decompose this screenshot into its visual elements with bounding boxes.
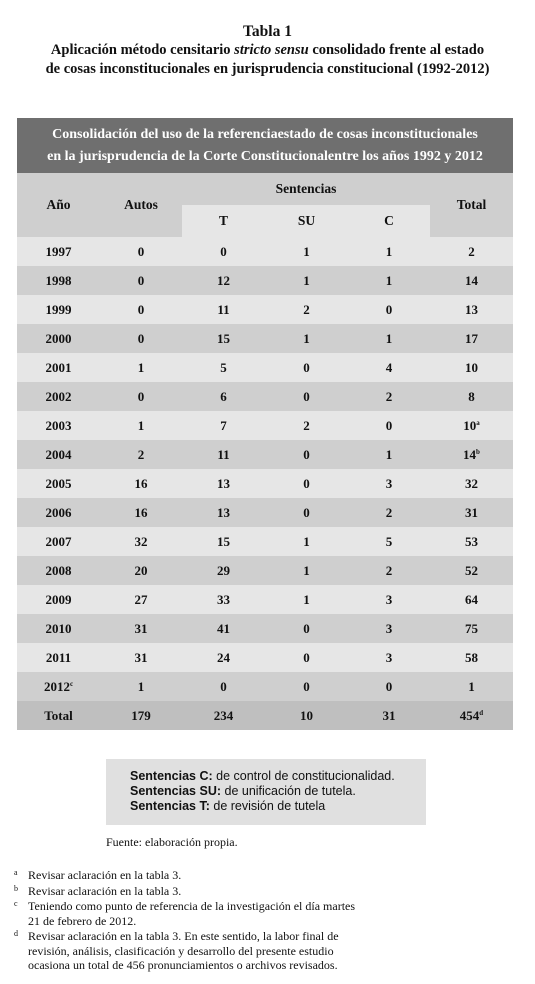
cell-c: 4 — [385, 359, 393, 375]
header-c: C — [348, 205, 430, 237]
cell-t: 15 — [217, 330, 230, 346]
cell-autos: 1 — [137, 417, 145, 433]
cell-su: 0 — [303, 359, 310, 375]
legend-item: Sentencias SU: de unificación de tutela. — [130, 784, 356, 798]
cell-su: 0 — [303, 475, 310, 491]
cell-t: 24 — [217, 649, 230, 665]
header-su: SU — [265, 205, 348, 237]
legend-item: Sentencias C: de control de constitucionalidad. — [130, 769, 395, 783]
cell-year: 1998 — [45, 272, 72, 288]
legend-item: Sentencias T: de revisión de tutela — [130, 799, 326, 813]
table-row — [17, 324, 513, 353]
cell-autos: 0 — [137, 330, 145, 346]
cell-c: 2 — [385, 504, 393, 520]
cell-su: 1 — [303, 272, 310, 288]
cell-su: 0 — [303, 620, 310, 636]
cell-year: 2001 — [45, 359, 72, 375]
table-row — [17, 556, 513, 585]
footnote: c Teniendo como punto de referencia de la investigación el día martes 21 de febrero de 2012. — [14, 899, 356, 928]
total-autos: 179 — [131, 707, 151, 723]
cell-autos: 16 — [134, 475, 148, 491]
cell-su: 2 — [303, 301, 310, 317]
table-banner: Consolidación del uso de la referenciaestado de cosas inconstitucionales en la jurisprudencia de la Corte Constitucionalentre los años 1992 y 2012 — [17, 118, 513, 173]
table-row — [17, 498, 513, 527]
cell-autos: 20 — [134, 562, 148, 578]
total-total: 454$^d$ — [459, 707, 484, 723]
cell-c: 3 — [385, 649, 393, 665]
cell-c: 1 — [385, 330, 393, 346]
table-row — [17, 585, 513, 614]
table-row — [17, 643, 513, 672]
footnotes — [14, 868, 366, 974]
table-row — [17, 614, 513, 643]
cell-su: 1 — [303, 330, 310, 346]
cell-t: 13 — [217, 475, 230, 491]
cell-su: 2 — [303, 417, 310, 433]
header-total: Total — [456, 197, 487, 212]
cell-su: 1 — [303, 591, 310, 607]
cell-autos: 31 — [134, 649, 148, 665]
table-row — [17, 672, 513, 701]
cell-year: 1999 — [45, 301, 72, 317]
cell-su: 0 — [303, 446, 310, 462]
cell-total: 64 — [465, 591, 478, 607]
cell-c: 1 — [385, 243, 393, 259]
cell-total: 1 — [468, 678, 475, 694]
cell-t: 29 — [217, 562, 230, 578]
cell-year: 1997 — [45, 243, 72, 259]
cell-t: 0 — [220, 678, 227, 694]
cell-autos: 0 — [137, 301, 145, 317]
table-title: Tabla 1 — [243, 23, 292, 40]
table-row — [17, 469, 513, 498]
cell-total: 10 — [465, 359, 478, 375]
cell-autos: 32 — [134, 533, 148, 549]
table-row — [17, 266, 513, 295]
cell-su: 0 — [303, 678, 310, 694]
table-row — [17, 527, 513, 556]
cell-year: 2008 — [45, 562, 72, 578]
cell-autos: 0 — [137, 272, 145, 288]
footnote: a Revisar aclaración en la tabla 3. — [14, 868, 182, 882]
cell-t: 7 — [220, 417, 227, 433]
cell-c: 5 — [385, 533, 393, 549]
cell-autos: 2 — [137, 446, 145, 462]
header-year: Año — [46, 197, 71, 212]
cell-c: 2 — [385, 562, 393, 578]
cell-total: 14 — [465, 272, 478, 288]
cell-total: 53 — [465, 533, 478, 549]
cell-autos: 1 — [137, 678, 145, 694]
table-caption — [0, 22, 535, 79]
total-su: 10 — [300, 707, 313, 723]
cell-t: 33 — [217, 591, 230, 607]
total-label: Total — [44, 707, 73, 723]
footnote: d Revisar aclaración en la tabla 3. En este sentido, la labor final de revisión, análisis, clasificación y desarrollo del presente estudio ocasiona un total de 456 pronunciamientos o archivos revisados. — [14, 929, 339, 972]
table-row — [17, 411, 513, 440]
table-row — [17, 353, 513, 382]
table-row — [17, 382, 513, 411]
cell-year: 2006 — [45, 504, 72, 520]
cell-total: 31 — [465, 504, 478, 520]
cell-total: 17 — [465, 330, 478, 346]
cell-year: 2002 — [45, 388, 72, 404]
cell-t: 6 — [220, 388, 227, 404]
cell-year: 2003 — [45, 417, 72, 433]
cell-total: 13 — [465, 301, 478, 317]
cell-c: 0 — [385, 417, 393, 433]
cell-year: 2012$^c$ — [43, 678, 74, 694]
cell-total: 14$^b$ — [463, 446, 480, 462]
cell-total: 10$^a$ — [463, 417, 480, 433]
cell-total: 2 — [468, 243, 475, 259]
cell-t: 41 — [217, 620, 230, 636]
cell-t: 5 — [220, 359, 227, 375]
table-subtitle: Aplicación método censitario stricto sensu consolidado frente al estado de cosas inconstitucionales en jurisprudencia constitucional (1992-2012) — [45, 42, 490, 77]
total-row — [17, 701, 513, 730]
data-table-container — [17, 118, 513, 730]
cell-total: 52 — [465, 562, 478, 578]
cell-su: 0 — [303, 649, 310, 665]
footnote: b Revisar aclaración en la tabla 3. — [14, 883, 182, 898]
cell-year: 2007 — [45, 533, 72, 549]
cell-autos: 0 — [137, 243, 145, 259]
cell-su: 1 — [303, 533, 310, 549]
header-row-1 — [17, 173, 513, 205]
cell-su: 0 — [303, 504, 310, 520]
legend-box — [106, 759, 426, 825]
cell-autos: 1 — [137, 359, 145, 375]
cell-t: 11 — [217, 301, 230, 317]
cell-c: 3 — [385, 620, 393, 636]
cell-t: 15 — [217, 533, 230, 549]
cell-c: 3 — [385, 475, 393, 491]
cell-c: 3 — [385, 591, 393, 607]
total-c: 31 — [382, 707, 396, 723]
cell-su: 0 — [303, 388, 310, 404]
cell-su: 1 — [303, 562, 310, 578]
cell-year: 2011 — [45, 649, 72, 665]
cell-su: 1 — [303, 243, 310, 259]
header-autos: Autos — [124, 197, 158, 212]
cell-t: 0 — [220, 243, 227, 259]
cell-year: 2010 — [45, 620, 72, 636]
cell-autos: 31 — [134, 620, 148, 636]
source-note: Fuente: elaboración propia. — [106, 835, 238, 849]
header-sentencias: Sentencias — [275, 181, 337, 196]
total-t: 234 — [213, 707, 234, 723]
cell-autos: 27 — [134, 591, 148, 607]
cell-total: 58 — [465, 649, 478, 665]
cell-total: 75 — [465, 620, 478, 636]
cell-year: 2000 — [45, 330, 72, 346]
table-body — [17, 237, 513, 701]
cell-year: 2009 — [45, 591, 72, 607]
cell-c: 0 — [385, 301, 393, 317]
cell-c: 1 — [385, 272, 393, 288]
cell-c: 2 — [385, 388, 393, 404]
cell-t: 11 — [217, 446, 230, 462]
cell-autos: 16 — [134, 504, 148, 520]
cell-autos: 0 — [137, 388, 145, 404]
header-t: T — [182, 205, 265, 237]
cell-year: 2005 — [45, 475, 72, 491]
data-table — [17, 173, 513, 730]
table-row — [17, 237, 513, 266]
table-row — [17, 440, 513, 469]
cell-t: 12 — [217, 272, 230, 288]
cell-c: 1 — [385, 446, 393, 462]
cell-total: 8 — [468, 388, 475, 404]
cell-year: 2004 — [45, 446, 72, 462]
cell-c: 0 — [385, 678, 393, 694]
cell-t: 13 — [217, 504, 230, 520]
cell-total: 32 — [465, 475, 478, 491]
table-row — [17, 295, 513, 324]
